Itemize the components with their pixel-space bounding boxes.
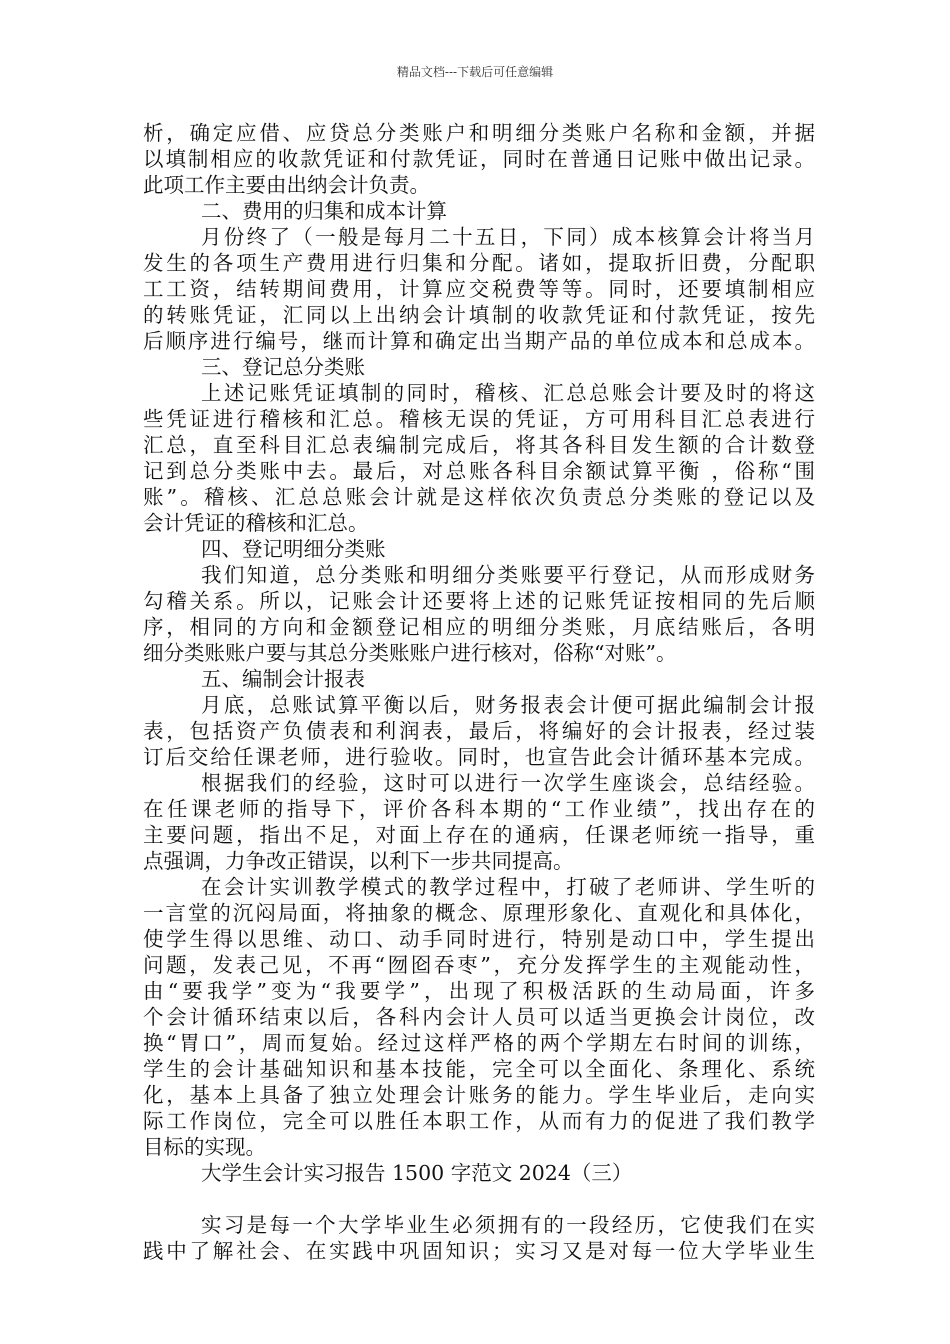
text-line: 订后交给任课老师，进行验收。同时，也宣告此会计循环基本完成。 bbox=[143, 745, 815, 769]
text-line: 化，基本上具备了独立处理会计账务的能力。学生毕业后，走向实 bbox=[143, 1083, 815, 1107]
text-line: 点强调，力争改正错误，以利下一步共同提高。 bbox=[143, 849, 574, 873]
text-line: 发生的各项生产费用进行归集和分配。诸如，提取折旧费，分配职 bbox=[143, 251, 815, 275]
text-line: 账”。稽核、汇总总账会计就是这样依次负责总分类账的登记以及 bbox=[143, 485, 815, 509]
text-line: 换“胃口”，周而复始。经过这样严格的两个学期左右时间的训练， bbox=[143, 1031, 815, 1055]
text-line: 实习是每一个大学毕业生必须拥有的一段经历，它使我们在实 bbox=[201, 1213, 815, 1237]
text-line: 工工资，结转期间费用，计算应交税费等等。同时，还要填制相应 bbox=[143, 277, 815, 301]
text-line: 由“要我学”变为“我要学”，出现了积极活跃的生动局面，许多 bbox=[143, 979, 815, 1003]
text-line: 个会计循环结束以后，各科内会计人员可以适当更换会计岗位，改 bbox=[143, 1005, 815, 1029]
text-line: 记到总分类账中去。最后，对总账各科目余额试算平衡 ，俗称“围 bbox=[143, 459, 815, 483]
text-line: 表，包括资产负债表和利润表，最后，将编好的会计报表，经过装 bbox=[143, 719, 815, 743]
text-line: 月底，总账试算平衡以后，财务报表会计便可据此编制会计报 bbox=[201, 693, 815, 717]
text-line: 五、编制会计报表 bbox=[201, 667, 365, 691]
text-line: 三、登记总分类账 bbox=[201, 355, 365, 379]
text-line: 月份终了（一般是每月二十五日，下同）成本核算会计将当月 bbox=[201, 225, 815, 249]
text-line: 序，相同的方向和金额登记相应的明细分类账，月底结账后，各明 bbox=[143, 615, 815, 639]
text-line: 在任课老师的指导下，评价各科本期的“工作业绩”，找出存在的 bbox=[143, 797, 815, 821]
text-line: 目标的实现。 bbox=[143, 1135, 266, 1159]
text-line: 此项工作主要由出纳会计负责。 bbox=[143, 173, 430, 197]
text-line: 在会计实训教学模式的教学过程中，打破了老师讲、学生听的 bbox=[201, 875, 815, 899]
text-line: 际工作岗位，完全可以胜任本职工作，从而有力的促进了我们教学 bbox=[143, 1109, 815, 1133]
text-line: 学生的会计基础知识和基本技能，完全可以全面化、条理化、系统 bbox=[143, 1057, 815, 1081]
text-line: 上述记账凭证填制的同时，稽核、汇总总账会计要及时的将这 bbox=[201, 381, 815, 405]
text-line: 以填制相应的收款凭证和付款凭证，同时在普通日记账中做出记录。 bbox=[143, 147, 815, 171]
text-line: 些凭证进行稽核和汇总。稽核无误的凭证，方可用科目汇总表进行 bbox=[143, 407, 815, 431]
text-line: 使学生得以思维、动口、动手同时进行，特别是动口中，学生提出 bbox=[143, 927, 815, 951]
text-line: 问题，发表己见，不再“囫囵吞枣”，充分发挥学生的主观能动性， bbox=[143, 953, 815, 977]
text-line: 一言堂的沉闷局面，将抽象的概念、原理形象化、直观化和具体化， bbox=[143, 901, 815, 925]
text-line: 细分类账账户要与其总分类账账户进行核对，俗称“对账”。 bbox=[143, 641, 677, 665]
text-line bbox=[143, 1186, 815, 1212]
text-line: 勾稽关系。所以，记账会计还要将上述的记账凭证按相同的先后顺 bbox=[143, 589, 815, 613]
text-line: 二、费用的归集和成本计算 bbox=[201, 199, 447, 223]
text-line: 后顺序进行编号，继而计算和确定出当期产品的单位成本和总成本。 bbox=[143, 329, 815, 353]
text-line: 主要问题，指出不足，对面上存在的通病，任课老师统一指导，重 bbox=[143, 823, 815, 847]
text-line: 大学生会计实习报告 1500 字范文 2024（三） bbox=[201, 1161, 633, 1185]
text-line: 根据我们的经验，这时可以进行一次学生座谈会，总结经验。 bbox=[201, 771, 815, 795]
text-line: 汇总，直至科目汇总表编制完成后，将其各科目发生额的合计数登 bbox=[143, 433, 815, 457]
document-body bbox=[143, 120, 815, 1264]
text-line: 践中了解社会、在实践中巩固知识；实习又是对每一位大学毕业生 bbox=[143, 1239, 815, 1263]
text-line: 四、登记明细分类账 bbox=[201, 537, 386, 561]
text-line: 析，确定应借、应贷总分类账户和明细分类账户名称和金额，并据 bbox=[143, 121, 815, 145]
text-line: 会计凭证的稽核和汇总。 bbox=[143, 511, 369, 535]
page-header: 精品文档---下载后可任意编辑 bbox=[396, 65, 554, 79]
text-line: 的转账凭证，汇同以上出纳会计填制的收款凭证和付款凭证，按先 bbox=[143, 303, 815, 327]
text-line: 我们知道，总分类账和明细分类账要平行登记，从而形成财务 bbox=[201, 563, 815, 587]
